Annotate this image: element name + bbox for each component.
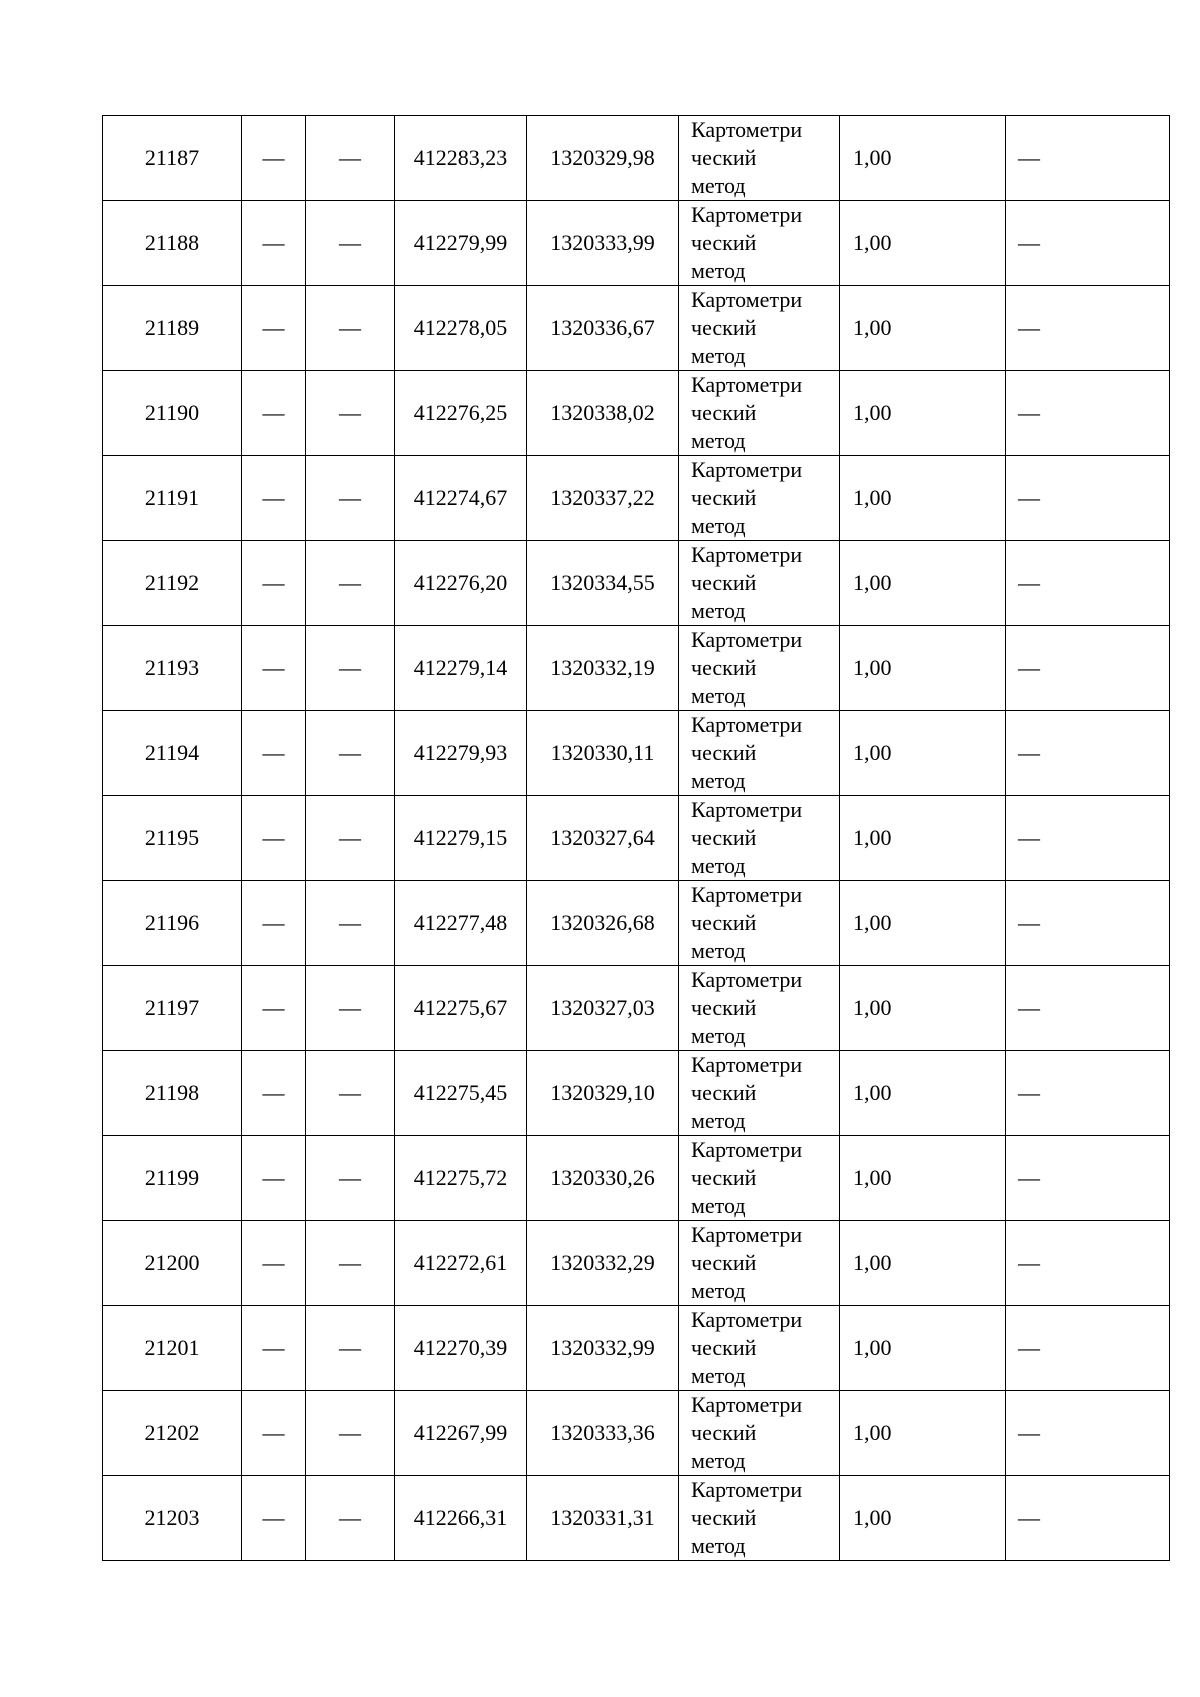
method-cell [679,116,840,201]
method-cell [679,881,840,966]
accuracy-cell [840,1051,1006,1136]
point-number: 21191 [144,485,200,510]
y-coordinate: 1320330,11 [550,740,655,765]
dash-value: — [1018,1420,1040,1445]
y-coordinate: 1320337,22 [550,485,655,510]
x-coordinate: 412276,25 [413,400,508,425]
y-coordinate-cell [527,541,679,626]
table-body [103,116,1170,1561]
empty-cell [1006,1221,1170,1306]
empty-cell [242,1136,306,1221]
x-coordinate-cell [395,1136,527,1221]
dash-value: — [262,655,285,680]
empty-cell [306,1476,395,1561]
y-coordinate-cell [527,286,679,371]
dash-value: — [262,400,285,425]
table-row [103,286,1170,371]
x-coordinate: 412278,05 [413,315,508,340]
dash-value: — [339,1080,361,1105]
dash-value: — [262,1335,285,1360]
dash-value: — [1018,1250,1040,1275]
method-text: Картометри ческий метод [691,372,803,453]
point-number: 21189 [144,315,200,340]
accuracy-value: 1,00 [853,1420,892,1445]
accuracy-cell [840,116,1006,201]
y-coordinate-cell [527,456,679,541]
point-number-cell [103,286,242,371]
y-coordinate-cell [527,371,679,456]
accuracy-cell [840,1306,1006,1391]
accuracy-value: 1,00 [853,1335,892,1360]
method-cell [679,1391,840,1476]
accuracy-value: 1,00 [853,1165,892,1190]
table-row [103,1391,1170,1476]
table-row [103,1136,1170,1221]
empty-cell [1006,1051,1170,1136]
x-coordinate-cell [395,541,527,626]
point-number: 21203 [144,1505,200,1530]
empty-cell [1006,1391,1170,1476]
empty-cell [306,796,395,881]
y-coordinate-cell [527,1391,679,1476]
dash-value: — [339,1420,361,1445]
y-coordinate-cell [527,626,679,711]
y-coordinate: 1320332,29 [550,1250,655,1275]
point-number-cell [103,1391,242,1476]
table-row [103,201,1170,286]
point-number-cell [103,1051,242,1136]
point-number: 21188 [144,230,200,255]
dash-value: — [1018,145,1040,170]
method-cell [679,541,840,626]
x-coordinate: 412277,48 [413,910,508,935]
y-coordinate-cell [527,711,679,796]
point-number: 21198 [144,1080,200,1105]
empty-cell [1006,1306,1170,1391]
dash-value: — [1018,910,1040,935]
point-number-cell [103,711,242,796]
y-coordinate: 1320333,99 [550,230,655,255]
empty-cell [306,1136,395,1221]
method-cell [679,286,840,371]
method-text: Картометри ческий метод [691,882,803,963]
dash-value: — [1018,995,1040,1020]
accuracy-value: 1,00 [853,230,892,255]
method-cell [679,201,840,286]
method-text: Картометри ческий метод [691,1222,803,1303]
y-coordinate: 1320333,36 [550,1420,655,1445]
empty-cell [242,371,306,456]
dash-value: — [262,1420,285,1445]
empty-cell [242,966,306,1051]
y-coordinate: 1320332,19 [550,655,655,680]
point-number: 21187 [144,145,200,170]
x-coordinate-cell [395,881,527,966]
empty-cell [306,116,395,201]
y-coordinate-cell [527,1306,679,1391]
x-coordinate: 412275,72 [413,1165,508,1190]
dash-value: — [339,825,361,850]
method-text: Картометри ческий метод [691,457,803,538]
x-coordinate: 412279,15 [413,825,508,850]
dash-value: — [262,740,285,765]
x-coordinate: 412267,99 [413,1420,508,1445]
method-text: Картометри ческий метод [691,542,803,623]
empty-cell [242,201,306,286]
y-coordinate: 1320329,98 [550,145,655,170]
dash-value: — [1018,740,1040,765]
coordinates-table [102,115,1170,1561]
point-number: 21202 [144,1420,200,1445]
empty-cell [306,1391,395,1476]
accuracy-cell [840,541,1006,626]
empty-cell [306,201,395,286]
y-coordinate-cell [527,201,679,286]
accuracy-value: 1,00 [853,910,892,935]
y-coordinate-cell [527,796,679,881]
x-coordinate-cell [395,286,527,371]
method-text: Картометри ческий метод [691,202,803,283]
point-number-cell [103,1136,242,1221]
dash-value: — [262,910,285,935]
empty-cell [242,711,306,796]
method-text: Картометри ческий метод [691,1052,803,1133]
accuracy-value: 1,00 [853,570,892,595]
accuracy-value: 1,00 [853,400,892,425]
dash-value: — [339,655,361,680]
dash-value: — [339,400,361,425]
x-coordinate-cell [395,116,527,201]
empty-cell [1006,201,1170,286]
empty-cell [306,286,395,371]
empty-cell [1006,1136,1170,1221]
table-row [103,881,1170,966]
point-number: 21201 [144,1335,200,1360]
empty-cell [1006,286,1170,371]
accuracy-cell [840,1136,1006,1221]
accuracy-value: 1,00 [853,1505,892,1530]
table-row [103,796,1170,881]
dash-value: — [339,740,361,765]
dash-value: — [1018,230,1040,255]
dash-value: — [339,1165,361,1190]
dash-value: — [1018,315,1040,340]
y-coordinate: 1320327,64 [550,825,655,850]
empty-cell [306,881,395,966]
table-row [103,966,1170,1051]
method-cell [679,966,840,1051]
x-coordinate: 412275,67 [413,995,508,1020]
table-row [103,1476,1170,1561]
point-number: 21199 [144,1165,200,1190]
empty-cell [1006,796,1170,881]
y-coordinate: 1320329,10 [550,1080,655,1105]
accuracy-cell [840,796,1006,881]
dash-value: — [262,230,285,255]
empty-cell [1006,1476,1170,1561]
x-coordinate: 412279,93 [413,740,508,765]
method-cell [679,626,840,711]
dash-value: — [262,1165,285,1190]
point-number: 21190 [144,400,200,425]
accuracy-cell [840,1391,1006,1476]
point-number: 21193 [144,655,200,680]
accuracy-value: 1,00 [853,655,892,680]
y-coordinate-cell [527,116,679,201]
x-coordinate: 412272,61 [413,1250,508,1275]
x-coordinate-cell [395,1051,527,1136]
point-number-cell [103,1221,242,1306]
point-number: 21195 [144,825,200,850]
y-coordinate-cell [527,1221,679,1306]
table-row [103,371,1170,456]
method-cell [679,711,840,796]
x-coordinate-cell [395,1221,527,1306]
empty-cell [1006,371,1170,456]
method-text: Картометри ческий метод [691,117,803,198]
empty-cell [242,1051,306,1136]
accuracy-cell [840,371,1006,456]
accuracy-cell [840,201,1006,286]
dash-value: — [339,910,361,935]
table-row [103,116,1170,201]
x-coordinate: 412276,20 [413,570,508,595]
x-coordinate-cell [395,456,527,541]
accuracy-value: 1,00 [853,1080,892,1105]
dash-value: — [262,825,285,850]
table-row [103,1221,1170,1306]
dash-value: — [1018,570,1040,595]
accuracy-cell [840,456,1006,541]
empty-cell [1006,116,1170,201]
method-text: Картометри ческий метод [691,967,803,1048]
point-number-cell [103,796,242,881]
dash-value: — [262,570,285,595]
method-text: Картометри ческий метод [691,712,803,793]
dash-value: — [1018,1505,1040,1530]
table-row [103,456,1170,541]
empty-cell [242,1306,306,1391]
dash-value: — [339,995,361,1020]
x-coordinate-cell [395,371,527,456]
dash-value: — [1018,400,1040,425]
empty-cell [242,286,306,371]
y-coordinate-cell [527,1136,679,1221]
accuracy-cell [840,1221,1006,1306]
dash-value: — [339,485,361,510]
method-text: Картометри ческий метод [691,797,803,878]
y-coordinate: 1320338,02 [550,400,655,425]
table-row [103,1306,1170,1391]
dash-value: — [262,995,285,1020]
point-number: 21192 [144,570,200,595]
y-coordinate-cell [527,1476,679,1561]
y-coordinate: 1320334,55 [550,570,655,595]
method-cell [679,1136,840,1221]
dash-value: — [339,230,361,255]
point-number-cell [103,371,242,456]
point-number-cell [103,456,242,541]
dash-value: — [1018,1080,1040,1105]
x-coordinate: 412275,45 [413,1080,508,1105]
point-number-cell [103,541,242,626]
accuracy-value: 1,00 [853,145,892,170]
empty-cell [242,456,306,541]
dash-value: — [339,570,361,595]
empty-cell [242,1221,306,1306]
x-coordinate-cell [395,711,527,796]
accuracy-value: 1,00 [853,485,892,510]
empty-cell [242,116,306,201]
y-coordinate: 1320336,67 [550,315,655,340]
empty-cell [1006,541,1170,626]
empty-cell [242,626,306,711]
dash-value: — [1018,655,1040,680]
dash-value: — [262,1250,285,1275]
x-coordinate: 412266,31 [413,1505,508,1530]
dash-value: — [1018,485,1040,510]
dash-value: — [262,485,285,510]
method-text: Картометри ческий метод [691,1137,803,1218]
accuracy-cell [840,966,1006,1051]
y-coordinate: 1320330,26 [550,1165,655,1190]
y-coordinate: 1320327,03 [550,995,655,1020]
table-row [103,1051,1170,1136]
y-coordinate: 1320332,99 [550,1335,655,1360]
method-text: Картометри ческий метод [691,627,803,708]
table-row [103,711,1170,796]
y-coordinate: 1320331,31 [550,1505,655,1530]
method-text: Картометри ческий метод [691,1477,803,1558]
method-cell [679,456,840,541]
point-number: 21200 [144,1250,200,1275]
accuracy-cell [840,711,1006,796]
y-coordinate-cell [527,881,679,966]
accuracy-value: 1,00 [853,1250,892,1275]
point-number-cell [103,881,242,966]
point-number-cell [103,966,242,1051]
x-coordinate: 412279,14 [413,655,508,680]
dash-value: — [262,145,285,170]
point-number-cell [103,626,242,711]
accuracy-cell [840,286,1006,371]
point-number: 21196 [144,910,200,935]
empty-cell [306,1221,395,1306]
dash-value: — [262,1505,285,1530]
x-coordinate-cell [395,796,527,881]
empty-cell [306,371,395,456]
dash-value: — [262,315,285,340]
accuracy-value: 1,00 [853,740,892,765]
y-coordinate-cell [527,966,679,1051]
empty-cell [306,711,395,796]
empty-cell [306,1306,395,1391]
x-coordinate-cell [395,626,527,711]
method-cell [679,1221,840,1306]
point-number: 21194 [144,740,200,765]
method-text: Картометри ческий метод [691,1307,803,1388]
accuracy-cell [840,1476,1006,1561]
empty-cell [242,541,306,626]
empty-cell [1006,626,1170,711]
accuracy-value: 1,00 [853,995,892,1020]
empty-cell [1006,881,1170,966]
dash-value: — [262,1080,285,1105]
point-number-cell [103,201,242,286]
dash-value: — [1018,825,1040,850]
accuracy-value: 1,00 [853,315,892,340]
method-cell [679,1476,840,1561]
dash-value: — [339,1250,361,1275]
empty-cell [242,796,306,881]
y-coordinate-cell [527,1051,679,1136]
dash-value: — [339,1505,361,1530]
x-coordinate-cell [395,1476,527,1561]
dash-value: — [1018,1335,1040,1360]
empty-cell [1006,456,1170,541]
table-row [103,626,1170,711]
empty-cell [306,456,395,541]
point-number-cell [103,116,242,201]
empty-cell [306,541,395,626]
dash-value: — [1018,1165,1040,1190]
accuracy-value: 1,00 [853,825,892,850]
dash-value: — [339,315,361,340]
x-coordinate: 412279,99 [413,230,508,255]
point-number-cell [103,1306,242,1391]
x-coordinate: 412283,23 [413,145,508,170]
method-text: Картометри ческий метод [691,1392,803,1473]
x-coordinate-cell [395,201,527,286]
table-row [103,541,1170,626]
empty-cell [306,626,395,711]
x-coordinate-cell [395,1306,527,1391]
dash-value: — [339,145,361,170]
method-cell [679,796,840,881]
x-coordinate: 412274,67 [413,485,508,510]
accuracy-cell [840,626,1006,711]
x-coordinate-cell [395,966,527,1051]
empty-cell [242,881,306,966]
method-cell [679,1306,840,1391]
empty-cell [1006,966,1170,1051]
point-number-cell [103,1476,242,1561]
method-cell [679,371,840,456]
dash-value: — [339,1335,361,1360]
empty-cell [242,1391,306,1476]
empty-cell [1006,711,1170,796]
x-coordinate: 412270,39 [413,1335,508,1360]
method-cell [679,1051,840,1136]
accuracy-cell [840,881,1006,966]
x-coordinate-cell [395,1391,527,1476]
empty-cell [306,966,395,1051]
empty-cell [306,1051,395,1136]
point-number: 21197 [144,995,200,1020]
y-coordinate: 1320326,68 [550,910,655,935]
method-text: Картометри ческий метод [691,287,803,368]
empty-cell [242,1476,306,1561]
